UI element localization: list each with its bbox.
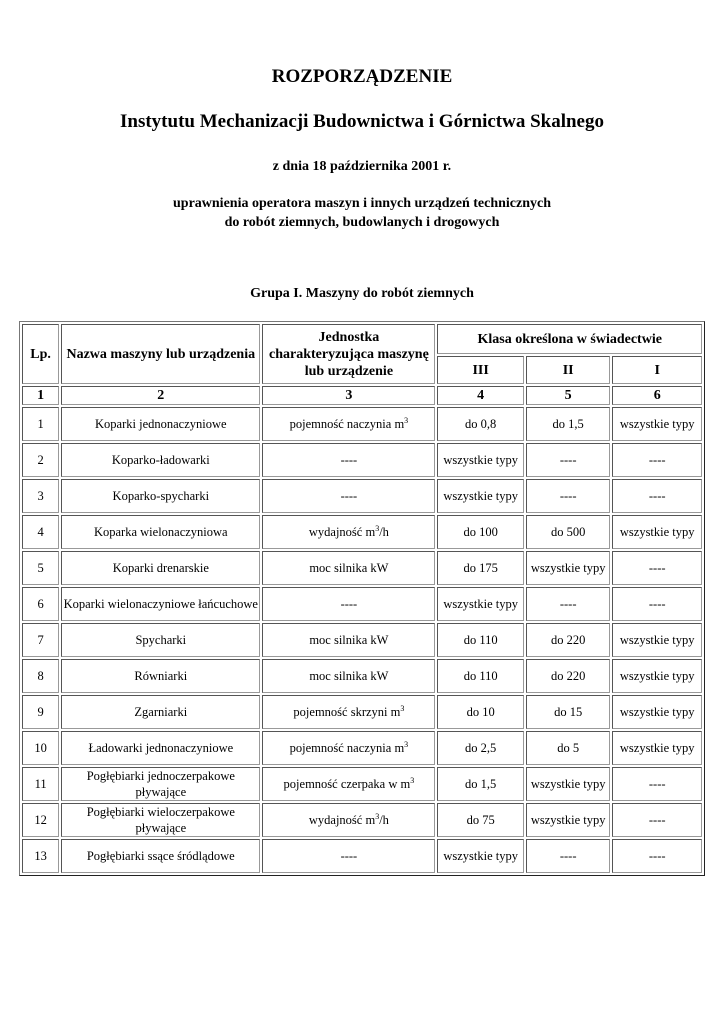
- column-numbers-row: [22, 386, 702, 405]
- table-row: [22, 731, 702, 765]
- cell-lp: 3: [22, 479, 59, 513]
- unit-text: moc silnika kW: [309, 561, 389, 575]
- cell-class-ii: wszystkie typy: [526, 551, 611, 585]
- table-row: [22, 479, 702, 513]
- cell-class-ii: ----: [526, 479, 611, 513]
- unit-superscript: 3: [400, 703, 405, 713]
- cell-unit: [262, 479, 435, 513]
- cell-class-i: ----: [612, 479, 702, 513]
- table-row: [22, 623, 702, 657]
- unit-superscript: 3: [410, 775, 415, 785]
- cell-unit: [262, 407, 435, 441]
- document-title: ROZPORZĄDZENIE: [271, 66, 453, 87]
- cell-lp: 9: [22, 695, 59, 729]
- table-row: [22, 767, 702, 801]
- cell-lp: 2: [22, 443, 59, 477]
- unit-text: pojemność skrzyni m: [293, 705, 401, 719]
- cell-class-iii: do 110: [437, 659, 524, 693]
- cell-class-iii: do 1,5: [437, 767, 524, 801]
- cell-class-iii: do 100: [437, 515, 524, 549]
- table-row: [22, 443, 702, 477]
- cell-name: Koparki jednonaczyniowe: [61, 407, 260, 441]
- cell-unit: [262, 839, 435, 873]
- cell-lp: 1: [22, 407, 59, 441]
- cell-unit: [262, 515, 435, 549]
- column-number: 1: [22, 386, 59, 405]
- subject-line-1: uprawnienia operatora maszyn i innych urządzeń technicznych: [173, 196, 551, 211]
- cell-class-i: wszystkie typy: [612, 515, 702, 549]
- cell-class-i: wszystkie typy: [612, 623, 702, 657]
- cell-name: Zgarniarki: [61, 695, 260, 729]
- unit-text: wydajność m: [308, 525, 376, 539]
- cell-class-i: ----: [612, 551, 702, 585]
- subject-line-2: do robót ziemnych, budowlanych i drogowych: [224, 215, 500, 230]
- cell-class-i: wszystkie typy: [612, 731, 702, 765]
- table-row: [22, 587, 702, 621]
- cell-class-i: wszystkie typy: [612, 659, 702, 693]
- cell-lp: 7: [22, 623, 59, 657]
- cell-name: Koparki wielonaczyniowe łańcuchowe: [61, 587, 260, 621]
- cell-name: Pogłębiarki jednoczerpakowe pływające: [61, 767, 260, 801]
- cell-class-iii: do 110: [437, 623, 524, 657]
- table-row: [22, 515, 702, 549]
- header-class-group: Klasa określona w świadectwie: [437, 324, 702, 354]
- cell-class-i: ----: [612, 767, 702, 801]
- cell-name: Koparko-ładowarki: [61, 443, 260, 477]
- cell-lp: 4: [22, 515, 59, 549]
- cell-class-ii: do 5: [526, 731, 611, 765]
- column-number: 4: [437, 386, 524, 405]
- cell-class-iii: wszystkie typy: [437, 839, 524, 873]
- cell-class-iii: wszystkie typy: [437, 587, 524, 621]
- cell-class-ii: wszystkie typy: [526, 803, 611, 837]
- table-row: [22, 803, 702, 837]
- cell-class-ii: ----: [526, 443, 611, 477]
- cell-class-ii: do 15: [526, 695, 611, 729]
- cell-class-iii: do 175: [437, 551, 524, 585]
- table-row: [22, 551, 702, 585]
- cell-class-i: wszystkie typy: [612, 407, 702, 441]
- cell-class-ii: do 500: [526, 515, 611, 549]
- cell-class-i: ----: [612, 803, 702, 837]
- column-number: 3: [262, 386, 435, 405]
- cell-class-iii: do 0,8: [437, 407, 524, 441]
- cell-class-iii: do 2,5: [437, 731, 524, 765]
- cell-lp: 8: [22, 659, 59, 693]
- document-date: z dnia 18 października 2001 r.: [272, 159, 452, 174]
- cell-name: Koparka wielonaczyniowa: [61, 515, 260, 549]
- cell-class-i: ----: [612, 443, 702, 477]
- cell-unit: [262, 551, 435, 585]
- cell-name: Koparko-spycharki: [61, 479, 260, 513]
- unit-suffix: /h: [379, 813, 389, 827]
- unit-text: ----: [340, 849, 358, 863]
- cell-unit: [262, 623, 435, 657]
- cell-name: Ładowarki jednonaczyniowe: [61, 731, 260, 765]
- cell-unit: [262, 443, 435, 477]
- column-number: 2: [61, 386, 260, 405]
- cell-class-ii: do 220: [526, 659, 611, 693]
- cell-unit: [262, 767, 435, 801]
- cell-class-iii: do 10: [437, 695, 524, 729]
- column-number: 5: [526, 386, 611, 405]
- cell-class-ii: ----: [526, 839, 611, 873]
- cell-class-ii: do 1,5: [526, 407, 611, 441]
- unit-suffix: /h: [379, 525, 389, 539]
- unit-text: pojemność naczynia m: [289, 741, 405, 755]
- unit-text: pojemność czerpaka w m: [283, 777, 411, 791]
- table-row: [22, 695, 702, 729]
- cell-name: Pogłębiarki ssące śródlądowe: [61, 839, 260, 873]
- unit-text: wydajność m: [308, 813, 376, 827]
- cell-class-ii: ----: [526, 587, 611, 621]
- cell-unit: [262, 803, 435, 837]
- unit-text: moc silnika kW: [309, 633, 389, 647]
- unit-superscript: 3: [404, 739, 409, 749]
- table-row: [22, 659, 702, 693]
- unit-superscript: 3: [404, 415, 409, 425]
- unit-text: ----: [340, 453, 358, 467]
- cell-lp: 5: [22, 551, 59, 585]
- unit-text: ----: [340, 489, 358, 503]
- table-row: [22, 407, 702, 441]
- cell-class-iii: wszystkie typy: [437, 443, 524, 477]
- header-class-iii: III: [437, 356, 524, 384]
- group-title: Grupa I. Maszyny do robót ziemnych: [250, 286, 474, 301]
- cell-class-iii: wszystkie typy: [437, 479, 524, 513]
- unit-text: moc silnika kW: [309, 669, 389, 683]
- unit-superscript: 3: [375, 523, 380, 533]
- unit-text: pojemność naczynia m: [289, 417, 405, 431]
- cell-name: Spycharki: [61, 623, 260, 657]
- cell-name: Pogłębiarki wieloczerpakowe pływające: [61, 803, 260, 837]
- header-unit: Jednostka charakteryzująca maszynę lub urządzenie: [262, 324, 435, 384]
- column-number: 6: [612, 386, 702, 405]
- header-row-1: [22, 324, 702, 354]
- cell-class-iii: do 75: [437, 803, 524, 837]
- cell-class-i: ----: [612, 587, 702, 621]
- cell-name: Koparki drenarskie: [61, 551, 260, 585]
- cell-name: Równiarki: [61, 659, 260, 693]
- header-lp: Lp.: [22, 324, 59, 384]
- institute-name: Instytutu Mechanizacji Budownictwa i Górnictwa Skalnego: [120, 111, 604, 132]
- cell-lp: 13: [22, 839, 59, 873]
- unit-text: ----: [340, 597, 358, 611]
- header-name: Nazwa maszyny lub urządzenia: [61, 324, 260, 384]
- cell-class-ii: wszystkie typy: [526, 767, 611, 801]
- cell-lp: 6: [22, 587, 59, 621]
- cell-class-i: wszystkie typy: [612, 695, 702, 729]
- header-class-i: I: [612, 356, 702, 384]
- header-class-ii: II: [526, 356, 611, 384]
- cell-unit: [262, 731, 435, 765]
- cell-unit: [262, 587, 435, 621]
- unit-superscript: 3: [375, 811, 380, 821]
- cell-lp: 12: [22, 803, 59, 837]
- cell-class-ii: do 220: [526, 623, 611, 657]
- cell-class-i: ----: [612, 839, 702, 873]
- cell-lp: 10: [22, 731, 59, 765]
- machines-table: [19, 321, 705, 876]
- cell-unit: [262, 695, 435, 729]
- table-row: [22, 839, 702, 873]
- document-subject: [0, 194, 724, 232]
- cell-lp: 11: [22, 767, 59, 801]
- cell-unit: [262, 659, 435, 693]
